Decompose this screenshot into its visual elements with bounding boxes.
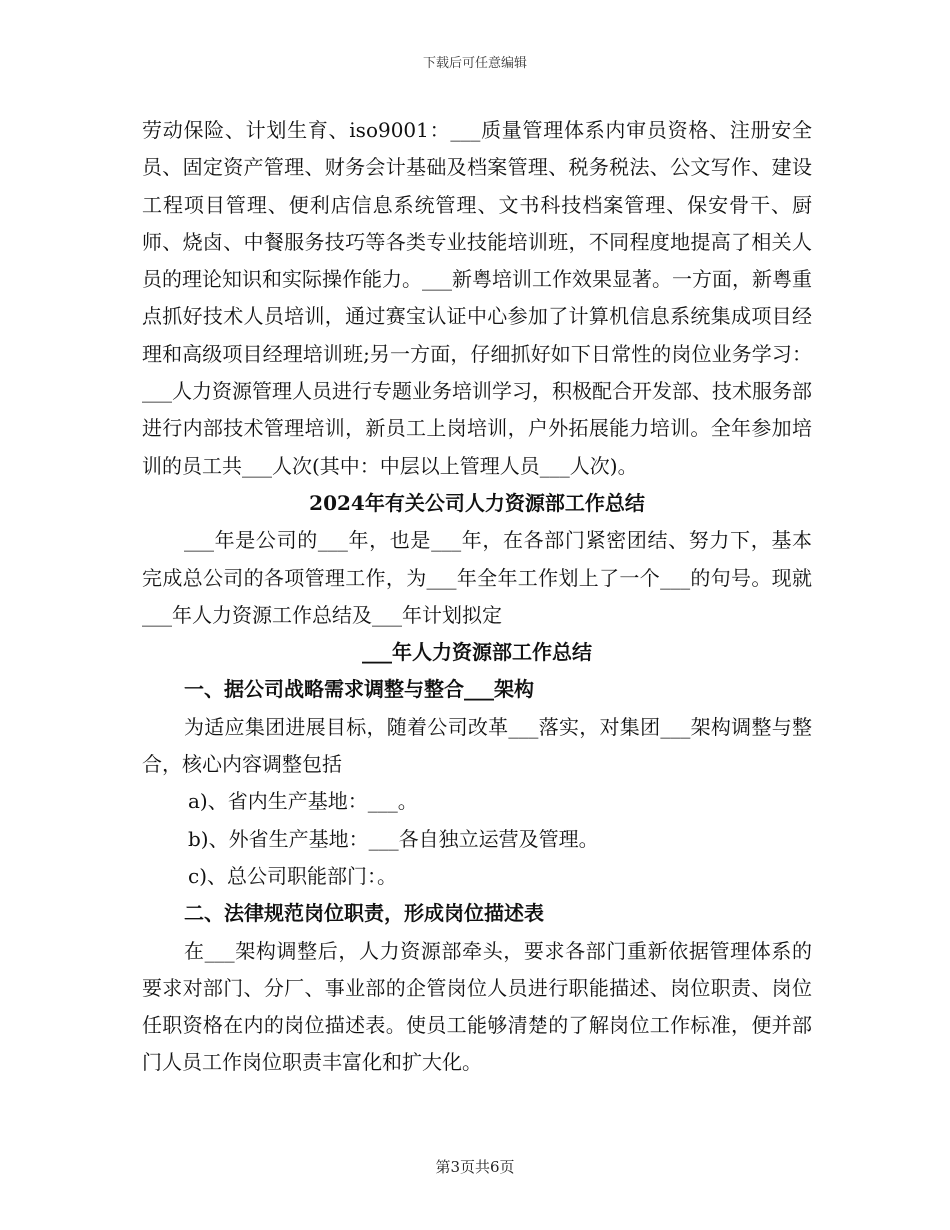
section-title: ___年人力资源部工作总结 [362,640,592,665]
page-header: 下载后可任意编辑 [422,56,527,71]
paragraph-structure: 为适应集团进展目标，随着公司改革___落实，对集团___架构调整与整合，核心内容调整包括 [142,714,812,777]
page-footer: 第3页共6页 [435,1158,515,1176]
paragraph-duties: 在___架构调整后，人力资源部牵头，要求各部门重新依据管理体系的要求对部门、分厂、事业部的企管岗位人员进行职能描述、岗位职责、岗位任职资格在内的岗位描述表。使员工能够清楚的了解岗位工作标准，便并部门人员工作岗位职责丰富化和扩大化。 [142,938,812,1075]
heading-duties: 二、法律规范岗位职责，形成岗位描述表 [184,901,544,926]
paragraph-training: 劳动保险、计划生育、iso9001：___质量管理体系内审员资格、注册安全员、固定资产管理、财务会计基础及档案管理、税务税法、公文写作、建设工程项目管理、便利店信息系统管理、文书科技档案管理、保安骨干、厨师、烧卤、中餐服务技巧等各类专业技能培训班，不同程度地提高了相关人员的理论知识和实际操作能力。___新粤培训工作效果显著。一方面，新粤重点抓好技术人员培训，通过赛宝认证中心参加了计算机信息系统集成项目经理和高级项目经理培训班;另一方面，仔细抓好如下日常性的岗位业务学习：___人力资源管理人员进行专题业务培训学习，积极配合开发部、技术服务部进行内部技术管理培训，新员工上岗培训，户外拓展能力培训。全年参加培训的员工共___人次(其中：中层以上管理人员___人次)。 [142,118,812,478]
list-item-b: b)、外省生产基地：___各自独立运营及管理。 [188,826,599,851]
heading-structure: 一、据公司战略需求调整与整合___架构 [184,677,534,702]
document-body [142,112,812,1082]
document-title: 2024年有关公司人力资源部工作总结 [309,490,645,515]
list-item-c: c)、总公司职能部门：。 [188,863,398,888]
paragraph-intro: ___年是公司的___年，也是___年，在各部门紧密团结、努力下，基本完成总公司的各项管理工作，为___年全年工作划上了一个___的句号。现就___年人力资源工作总结及___年计划拟定 [142,528,812,627]
list-item-a: a)、省内生产基地：___。 [188,789,418,814]
